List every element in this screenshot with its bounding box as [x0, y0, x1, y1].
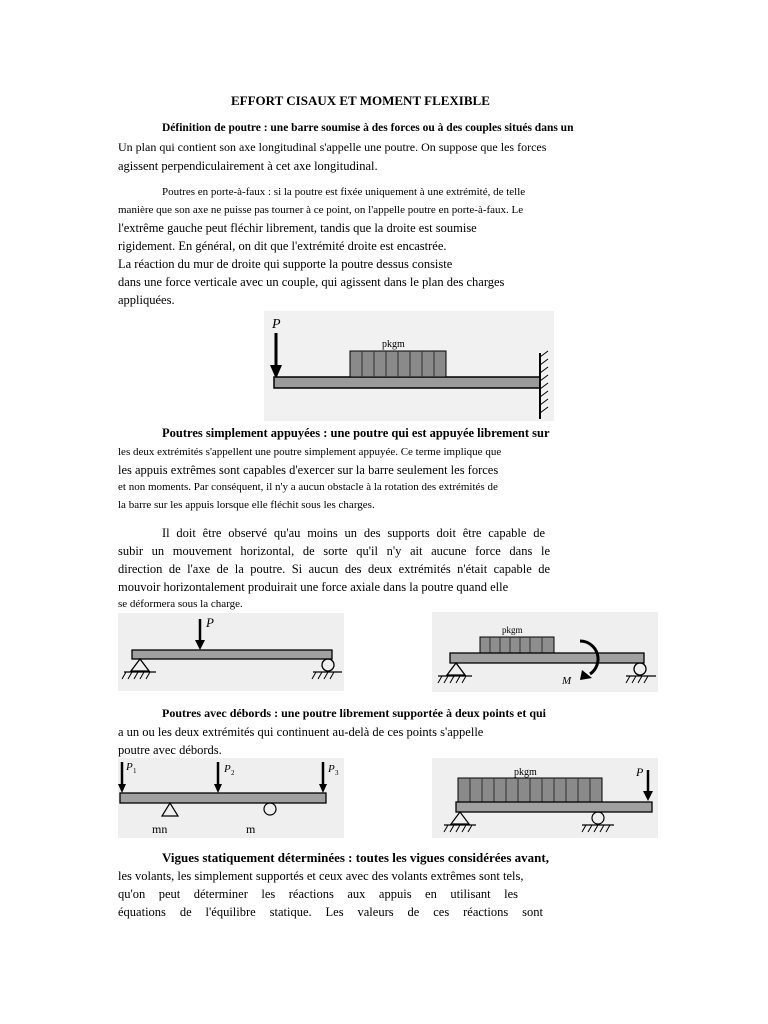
load-label: pkgm — [514, 767, 537, 778]
paragraph-line: manière que son axe ne puisse pas tourner à ce point, on l'appelle poutre en porte-à-faux. Le — [118, 204, 524, 216]
paragraph-line: les appuis extrêmes sont capables d'exercer sur la barre seulement les forces — [118, 463, 499, 477]
svg-text:2: 2 — [231, 769, 235, 777]
paragraph-line: dans une force verticale avec un couple, qui agissent dans le plan des charges — [118, 275, 505, 289]
overhanging-beam-figure — [118, 758, 344, 838]
paragraph-line: a un ou les deux extrémités qui continuent au-delà de ces points s'appelle — [118, 725, 484, 739]
paragraph-line: équations de l'équilibre statique. Les valeurs de ces réactions sont — [118, 905, 543, 919]
section-heading: Vigues statiquement déterminées : toutes les vigues considérées avant, — [162, 850, 549, 865]
svg-text:1: 1 — [133, 767, 137, 775]
paragraph-line: subir un mouvement horizontal, de sorte qu'il n'y ait aucune force dans le — [118, 544, 550, 558]
paragraph-line: la barre sur les appuis lorsque elle fléchit sous les charges. — [118, 499, 375, 511]
paragraph-line: les deux extrémités s'appellent une poutre simplement appuyée. Ce terme implique que — [118, 446, 502, 458]
load-label: pkgm — [382, 339, 405, 350]
svg-text:P: P — [126, 761, 133, 773]
simply-supported-beam-figure — [118, 613, 344, 691]
paragraph-line: La réaction du mur de droite qui supporte la poutre dessus consiste — [118, 257, 453, 271]
paragraph-line: se déformera sous la charge. — [118, 598, 243, 610]
paragraph-line: mouvoir horizontalement produirait une force axiale dans la poutre quand elle — [118, 580, 509, 594]
force-p-label: P — [636, 765, 644, 779]
paragraph-line: Il doit être observé qu'au moins un des supports doit être capable de — [162, 526, 545, 540]
force-p-label: P — [272, 317, 281, 332]
paragraph-line: agissent perpendiculairement à cet axe longitudinal. — [118, 159, 378, 173]
paragraph-line: qu'on peut déterminer les réactions aux appuis en utilisant les — [118, 887, 518, 901]
paragraph-line: appliquées. — [118, 293, 175, 307]
paragraph-line: Poutres en porte-à-faux : si la poutre est fixée uniquement à une extrémité, de telle — [162, 186, 526, 198]
distributed-load-moment-figure — [432, 612, 658, 692]
paragraph-line: et non moments. Par conséquent, il n'y a aucun obstacle à la rotation des extrémités de — [118, 481, 498, 493]
svg-text:P: P — [328, 763, 335, 775]
cantilever-beam-figure — [264, 311, 554, 421]
paragraph-line: les volants, les simplement supportés et ceux avec des volants extrêmes sont tels, — [118, 869, 524, 883]
svg-text:3: 3 — [335, 769, 339, 777]
paragraph-line: direction de l'axe de la poutre. Si aucun des deux extrémités n'était capable de — [118, 562, 550, 576]
overhang-distributed-load-figure — [432, 758, 658, 838]
section-heading: Poutres avec débords : une poutre librement supportée à deux points et qui — [162, 706, 547, 720]
page-title: EFFORT CISAUX ET MOMENT FLEXIBLE — [231, 93, 490, 108]
support-m-label: m — [246, 822, 256, 836]
moment-m-label: M — [562, 675, 572, 687]
definition-heading: Définition de poutre : une barre soumise à des forces ou à des couples situés dans un — [162, 122, 574, 134]
svg-text:P: P — [224, 763, 231, 775]
support-mn-label: mn — [152, 822, 168, 836]
force-p-label: P — [206, 615, 214, 630]
paragraph-line: l'extrême gauche peut fléchir librement, tandis que la droite est soumise — [118, 221, 477, 235]
load-label: pkgm — [502, 625, 523, 635]
paragraph-line: Un plan qui contient son axe longitudinal s'appelle une poutre. On suppose que les forces — [118, 140, 547, 154]
section-heading: Poutres simplement appuyées : une poutre qui est appuyée librement sur — [162, 426, 550, 440]
paragraph-line: poutre avec débords. — [118, 743, 222, 757]
paragraph-line: rigidement. En général, on dit que l'extrémité droite est encastrée. — [118, 239, 447, 253]
